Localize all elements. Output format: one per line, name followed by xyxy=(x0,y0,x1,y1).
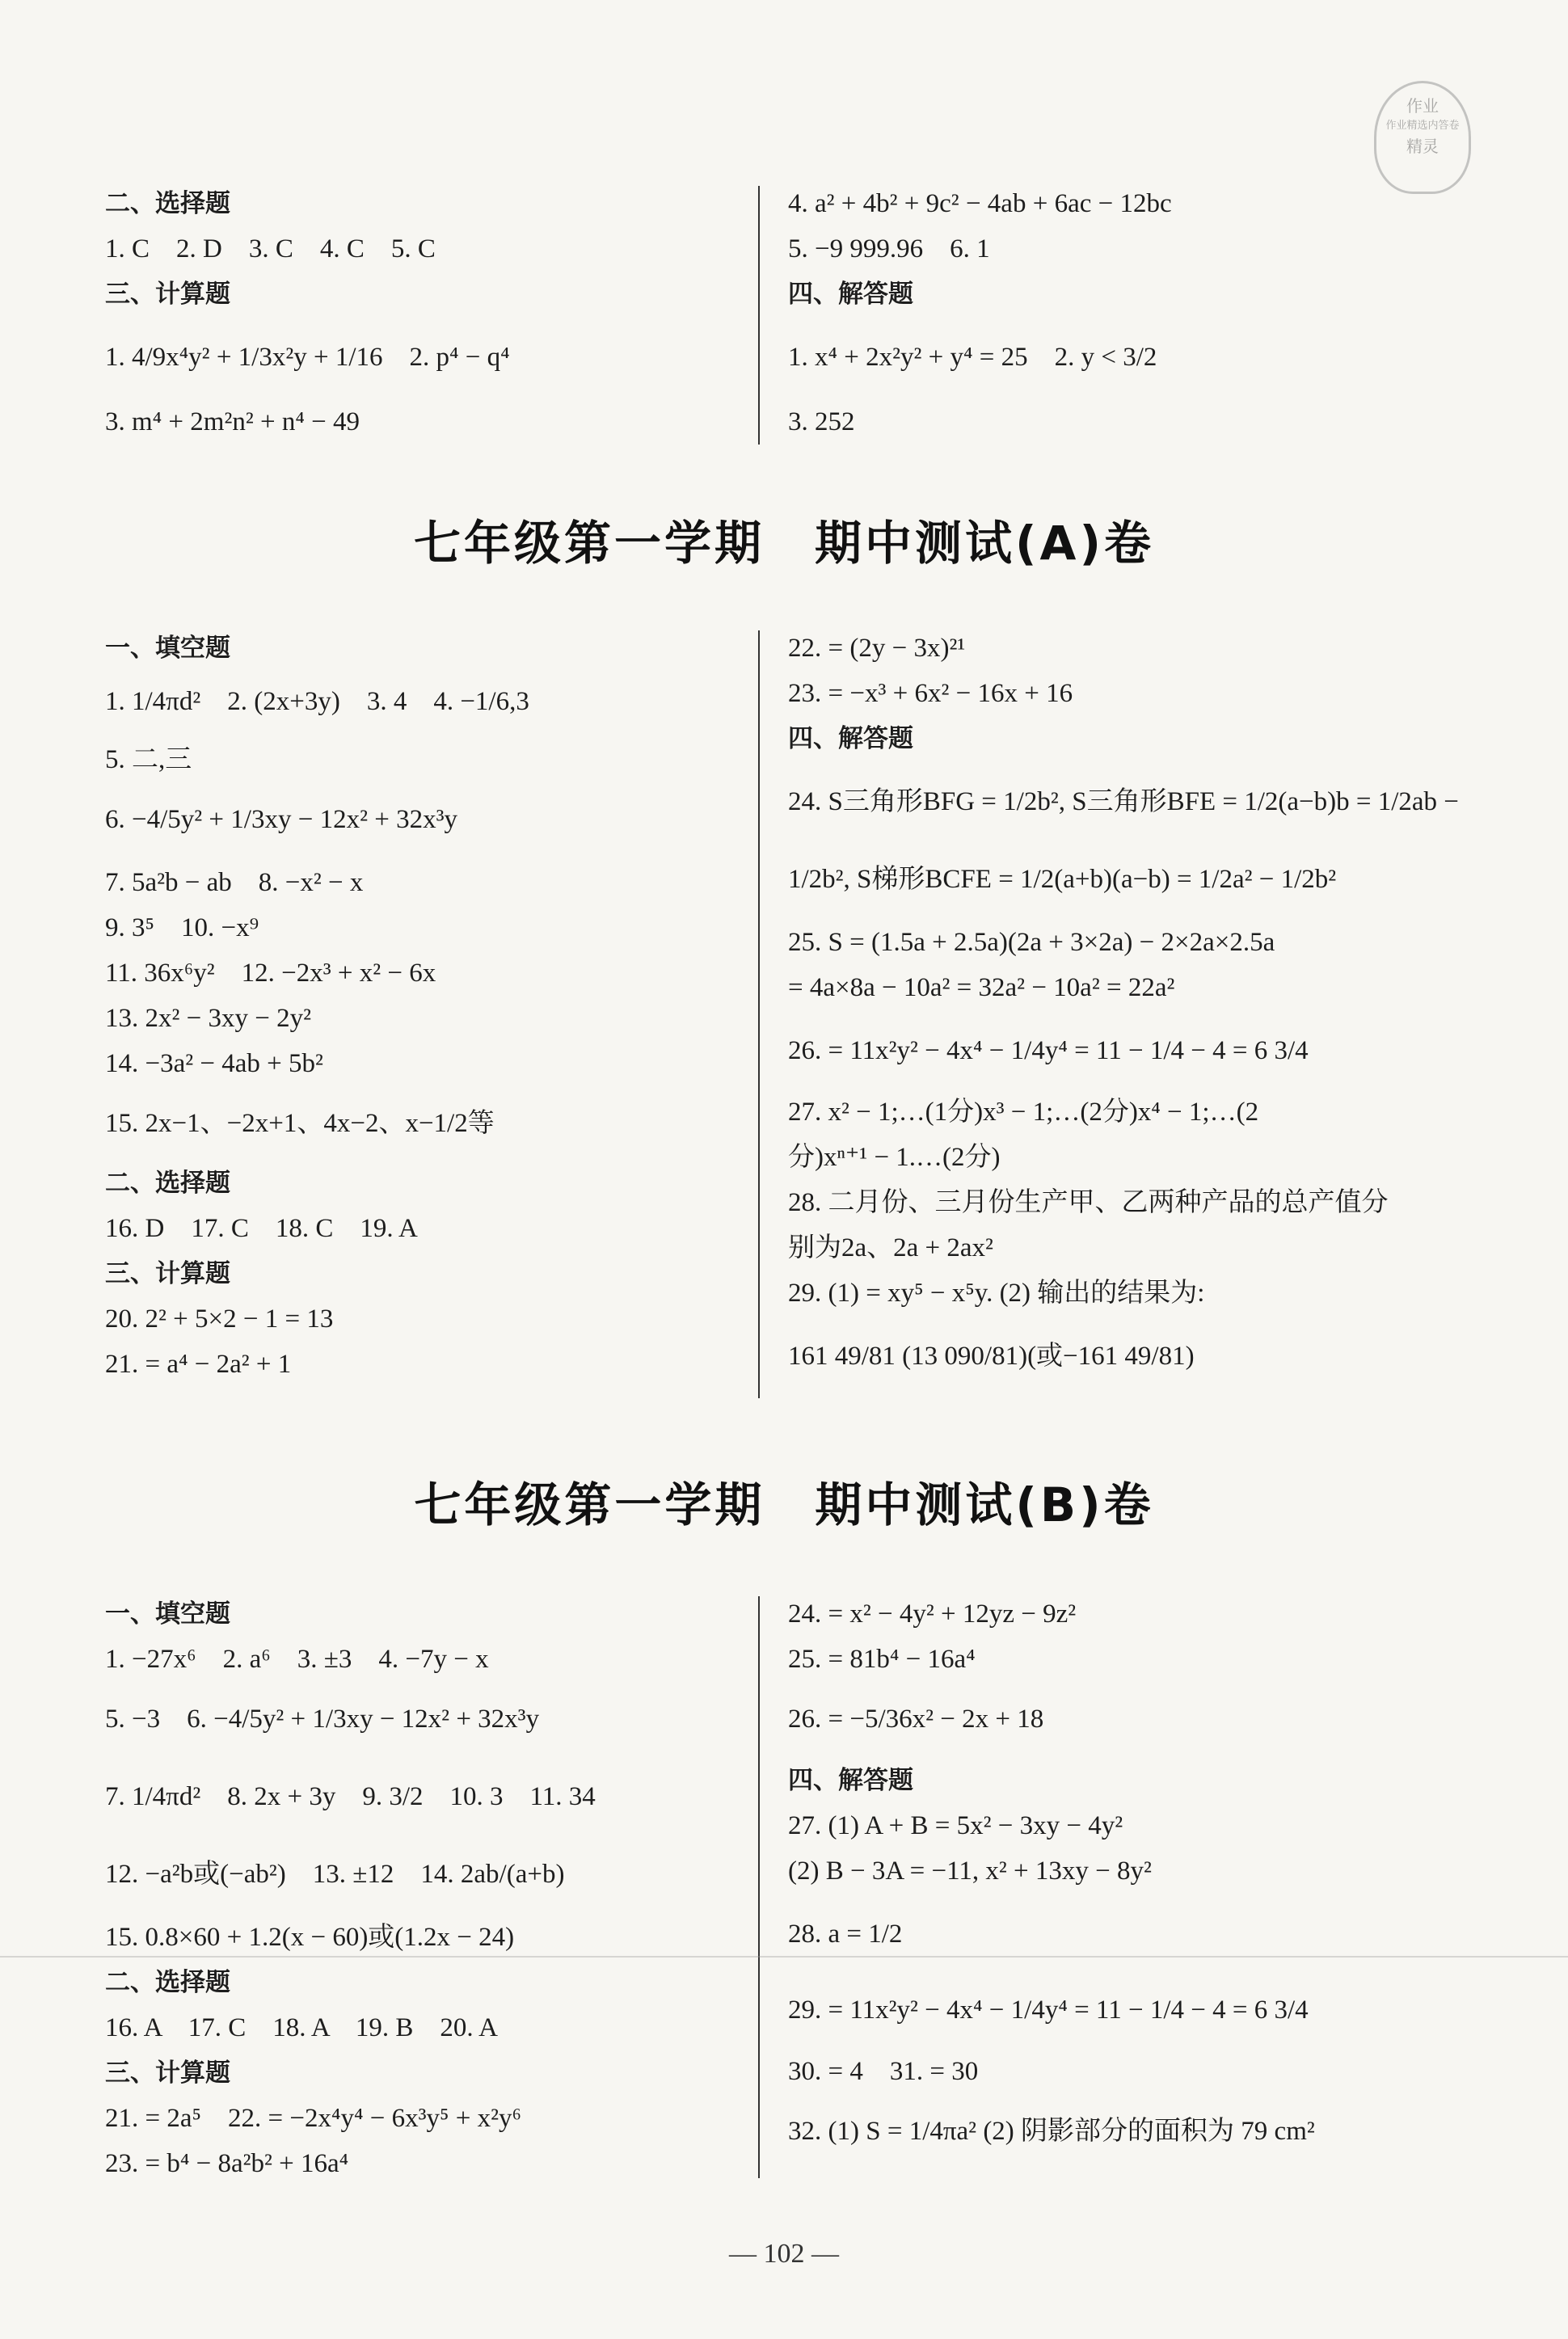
answer-line: 26. = −5/36x² − 2x + 18 xyxy=(788,1705,1044,1734)
section-heading: 一、填空题 xyxy=(105,1599,230,1629)
answer-line: 1. −27x⁶ 2. a⁶ 3. ±3 4. −7y − x xyxy=(105,1645,489,1674)
answer-line: 12. −a²b或(−ab²) 13. ±12 14. 2ab/(a+b) xyxy=(105,1860,565,1889)
right-column xyxy=(788,630,1459,1398)
stamp-line: 作业 xyxy=(1406,96,1439,116)
answer-line: 1. 4/9x⁴y² + 1/3x²y + 1/16 2. p⁴ − q⁴ xyxy=(105,343,510,372)
answer-line: 20. 2² + 5×2 − 1 = 13 xyxy=(105,1304,334,1334)
answer-line: 1. 1/4πd² 2. (2x+3y) 3. 4 4. −1/6,3 xyxy=(105,687,529,716)
stamp-line: 作业精选内答卷 xyxy=(1385,120,1460,132)
answer-line: 5. −9 999.96 6. 1 xyxy=(788,234,990,263)
section-heading: 四、解答题 xyxy=(788,724,913,753)
top-section xyxy=(0,186,1568,453)
answer-line: 161 49/81 (13 090/81)(或−161 49/81) xyxy=(788,1342,1195,1371)
answer-line: 24. = x² − 4y² + 12yz − 9z² xyxy=(788,1599,1077,1629)
section-heading: 二、选择题 xyxy=(105,1968,230,1997)
answer-line: 5. −3 6. −4/5y² + 1/3xy − 12x² + 32x³y xyxy=(105,1705,540,1734)
answer-line: 7. 1/4πd² 8. 2x + 3y 9. 3/2 10. 3 11. 34 xyxy=(105,1782,596,1811)
answer-line: 28. 二月份、三月份生产甲、乙两种产品的总产值分 xyxy=(788,1188,1389,1217)
fold-line xyxy=(0,1956,1568,1958)
answer-line: 9. 3⁵ 10. −x⁹ xyxy=(105,913,259,942)
answer-line: 27. x² − 1;…(1分)x³ − 1;…(2分)x⁴ − 1;…(2 xyxy=(788,1098,1259,1127)
answer-line: 3. m⁴ + 2m²n² + n⁴ − 49 xyxy=(105,407,360,436)
midterm-b-section xyxy=(0,1596,1568,2186)
page-number: — 102 — xyxy=(729,2239,839,2269)
right-column xyxy=(788,1596,1451,2178)
answer-line: 3. 252 xyxy=(788,407,855,436)
answer-line: 30. = 4 31. = 30 xyxy=(788,2057,979,2086)
answer-line: 29. = 11x²y² − 4x⁴ − 1/4y⁴ = 11 − 1/4 − 4 = 6 3/4 xyxy=(788,1996,1309,2025)
left-column xyxy=(105,186,768,445)
answer-line: 1. C 2. D 3. C 4. C 5. C xyxy=(105,234,436,263)
section-heading: 三、计算题 xyxy=(105,280,230,309)
answer-line: 15. 0.8×60 + 1.2(x − 60)或(1.2x − 24) xyxy=(105,1923,515,1952)
answer-line: 22. = (2y − 3x)²¹ xyxy=(788,634,966,663)
answer-line: 14. −3a² − 4ab + 5b² xyxy=(105,1049,323,1078)
answer-line: 1/2b², S梯形BCFE = 1/2(a+b)(a−b) = 1/2a² − 1/2b² xyxy=(788,865,1337,894)
section-heading: 三、计算题 xyxy=(105,1259,230,1288)
stamp-line: 精灵 xyxy=(1406,137,1439,156)
section-heading: 二、选择题 xyxy=(105,189,230,218)
answer-line: 13. 2x² − 3xy − 2y² xyxy=(105,1004,312,1033)
answer-line: 27. (1) A + B = 5x² − 3xy − 4y² xyxy=(788,1811,1123,1840)
answer-line: 4. a² + 4b² + 9c² − 4ab + 6ac − 12bc xyxy=(788,189,1172,218)
watermark-stamp xyxy=(1374,81,1471,194)
section-heading: 四、解答题 xyxy=(788,280,913,309)
midterm-a-section xyxy=(0,630,1568,1406)
answer-line: 21. = a⁴ − 2a² + 1 xyxy=(105,1350,292,1379)
answer-line: 5. 二,三 xyxy=(105,745,192,774)
answer-line: 23. = b⁴ − 8a²b² + 16a⁴ xyxy=(105,2149,349,2178)
answer-line: 21. = 2a⁵ 22. = −2x⁴y⁴ − 6x³y⁵ + x²y⁶ xyxy=(105,2104,522,2133)
answer-line: 1. x⁴ + 2x²y² + y⁴ = 25 2. y < 3/2 xyxy=(788,343,1157,372)
answer-line: 16. D 17. C 18. C 19. A xyxy=(105,1214,418,1243)
answer-line: 25. S = (1.5a + 2.5a)(2a + 3×2a) − 2×2a×2.5a xyxy=(788,928,1275,957)
section-heading: 二、选择题 xyxy=(105,1169,230,1198)
midterm-a-title: 七年级第一学期 期中测试(A)卷 xyxy=(414,516,1154,571)
answer-line: 15. 2x−1、−2x+1、4x−2、x−1/2等 xyxy=(105,1109,495,1138)
answer-line: 32. (1) S = 1/4πa² (2) 阴影部分的面积为 79 cm² xyxy=(788,2117,1315,2146)
answer-line: 别为2a、2a + 2ax² xyxy=(788,1233,993,1262)
answer-line: 分)xⁿ⁺¹ − 1.…(2分) xyxy=(788,1143,1001,1172)
right-column xyxy=(788,186,1451,445)
answer-line: 16. A 17. C 18. A 19. B 20. A xyxy=(105,2013,498,2042)
answer-line: 24. S三角形BFG = 1/2b², S三角形BFE = 1/2(a−b)b = 1/2ab − xyxy=(788,787,1459,816)
answer-line: 25. = 81b⁴ − 16a⁴ xyxy=(788,1645,976,1674)
section-heading: 四、解答题 xyxy=(788,1766,913,1795)
answer-line: 7. 5a²b − ab 8. −x² − x xyxy=(105,868,364,897)
left-column xyxy=(105,1596,768,2178)
midterm-b-title: 七年级第一学期 期中测试(B)卷 xyxy=(414,1477,1154,1532)
answer-line: (2) B − 3A = −11, x² + 13xy − 8y² xyxy=(788,1856,1152,1886)
answer-line: 6. −4/5y² + 1/3xy − 12x² + 32x³y xyxy=(105,805,457,834)
section-heading: 一、填空题 xyxy=(105,634,230,663)
answer-line: 23. = −x³ + 6x² − 16x + 16 xyxy=(788,679,1073,708)
section-heading: 三、计算题 xyxy=(105,2059,230,2088)
answer-line: = 4a×8a − 10a² = 32a² − 10a² = 22a² xyxy=(788,973,1175,1002)
answer-line: 26. = 11x²y² − 4x⁴ − 1/4y⁴ = 11 − 1/4 − 4 = 6 3/4 xyxy=(788,1036,1309,1065)
answer-line: 29. (1) = xy⁵ − x⁵y. (2) 输出的结果为: xyxy=(788,1279,1205,1308)
left-column xyxy=(105,630,768,1398)
answer-line: 11. 36x⁶y² 12. −2x³ + x² − 6x xyxy=(105,959,436,988)
answer-line: 28. a = 1/2 xyxy=(788,1920,903,1949)
